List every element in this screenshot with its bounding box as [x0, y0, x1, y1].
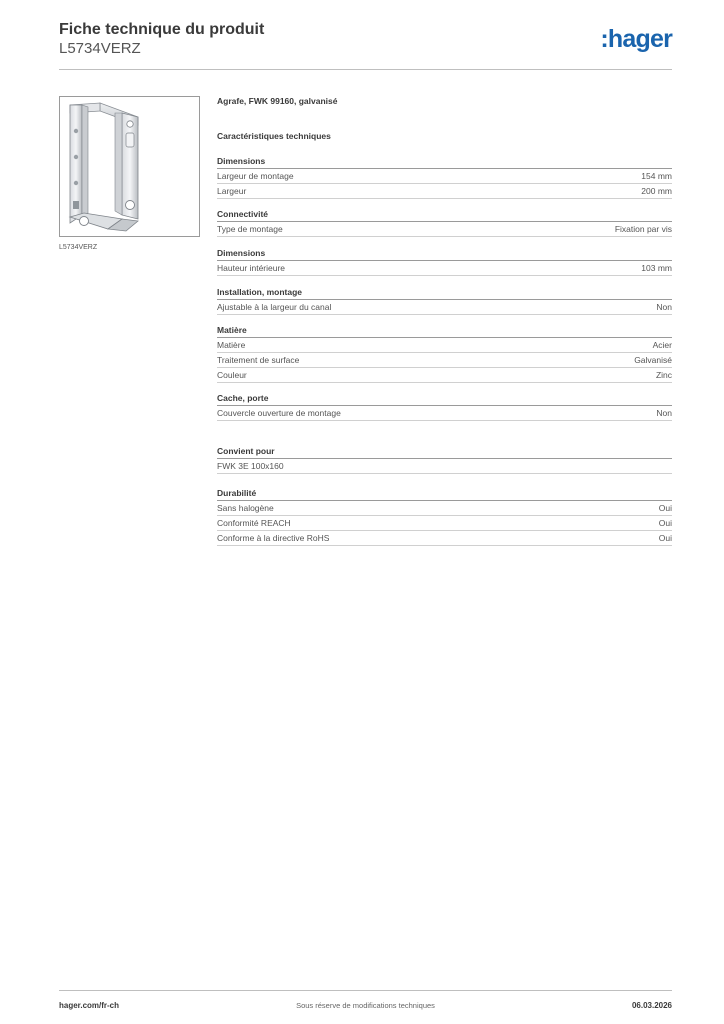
spec-label: Matière [217, 340, 246, 350]
spec-value: Oui [658, 503, 672, 513]
spec-row [217, 300, 672, 315]
spec-value: 200 mm [641, 186, 672, 196]
spec-value: Fixation par vis [614, 224, 672, 234]
spec-row [217, 169, 672, 184]
spec-label: Sans halogène [217, 503, 274, 513]
hager-logo: :hager [600, 25, 672, 53]
spec-row [217, 531, 672, 546]
spec-row [217, 222, 672, 237]
spec-row [217, 353, 672, 368]
spec-label: Hauteur intérieure [217, 263, 286, 273]
spec-label: FWK 3E 100x160 [217, 461, 284, 471]
section-title: Matière [217, 323, 672, 338]
spec-value: Acier [652, 340, 672, 350]
spec-value: Oui [658, 533, 672, 543]
section-durabilite [217, 486, 672, 546]
spec-label: Traitement de surface [217, 355, 300, 365]
section-dimensions-interior [217, 246, 672, 276]
product-reference: L5734VERZ [59, 40, 141, 57]
spec-row [217, 459, 672, 474]
section-title: Dimensions [217, 154, 672, 169]
section-dimensions [217, 154, 672, 199]
section-title: Dimensions [217, 246, 672, 261]
section-title: Convient pour [217, 444, 672, 459]
section-title: Connectivité [217, 207, 672, 222]
spec-value: Oui [658, 518, 672, 528]
section-title: Cache, porte [217, 391, 672, 406]
spec-row [217, 338, 672, 353]
spec-label: Couvercle ouverture de montage [217, 408, 341, 418]
spec-label: Conforme à la directive RoHS [217, 533, 330, 543]
spec-value: Non [656, 302, 672, 312]
spec-row [217, 501, 672, 516]
page-header [59, 21, 672, 70]
spec-row [217, 516, 672, 531]
section-installation [217, 285, 672, 315]
section-matiere [217, 323, 672, 383]
spec-label: Ajustable à la largeur du canal [217, 302, 332, 312]
spec-value: Galvanisé [634, 355, 672, 365]
spec-label: Type de montage [217, 224, 283, 234]
product-description: Agrafe, FWK 99160, galvanisé [217, 96, 338, 106]
spec-label: Largeur [217, 186, 247, 196]
spec-row [217, 184, 672, 199]
document-date: 06.03.2026 [631, 1001, 672, 1010]
section-cache-porte [217, 391, 672, 421]
spec-label: Largeur de montage [217, 171, 294, 181]
spec-value: Non [656, 408, 672, 418]
spec-value: 154 mm [641, 171, 672, 181]
section-title: Installation, montage [217, 285, 672, 300]
spec-value: 103 mm [641, 263, 672, 273]
spec-value: Zinc [655, 370, 672, 380]
spec-row [217, 261, 672, 276]
page-footer [59, 990, 672, 1021]
spec-label: Conformité REACH [217, 518, 291, 528]
spec-label: Couleur [217, 370, 247, 380]
bracket-product-image [60, 97, 199, 236]
section-title: Durabilité [217, 486, 672, 501]
website-link[interactable]: hager.com/fr-ch [59, 1001, 120, 1010]
product-image-frame [59, 96, 200, 237]
footer-disclaimer: Sous réserve de modifications techniques [296, 1001, 435, 1010]
characteristics-title: Caractéristiques techniques [217, 131, 331, 141]
section-connectivite [217, 207, 672, 237]
section-convient-pour [217, 444, 672, 474]
spec-row [217, 406, 672, 421]
spec-row [217, 368, 672, 383]
page-title: Fiche technique du produit [59, 21, 265, 38]
product-image-caption: L5734VERZ [59, 244, 98, 251]
